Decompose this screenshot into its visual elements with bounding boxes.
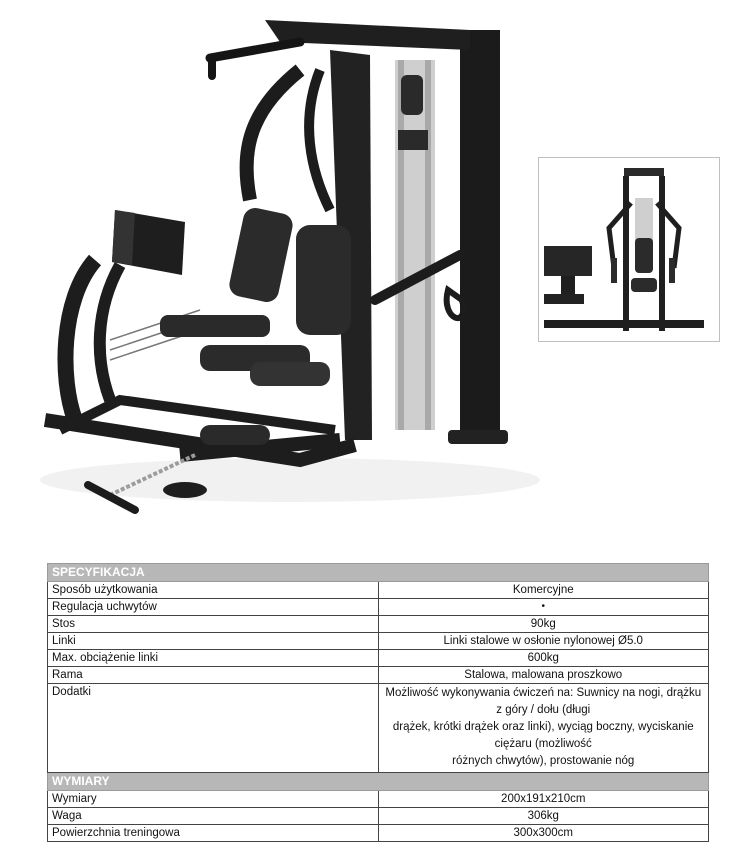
row-label: Wymiary (48, 791, 379, 808)
spec-table (47, 563, 709, 842)
row-value: 200x191x210cm (378, 791, 709, 808)
table-row (48, 667, 709, 684)
row-label: Dodatki (48, 684, 379, 773)
section-header-specification (48, 564, 709, 582)
row-value: Komercyjne (378, 582, 709, 599)
section-title: WYMIARY (48, 773, 709, 791)
bullet-icon: • (378, 599, 709, 616)
table-row (48, 684, 709, 773)
section-header-dimensions (48, 773, 709, 791)
extras-line: Możliwość wykonywania ćwiczeń na: Suwnicy na nogi, drążku z góry / dołu (długi (385, 687, 702, 716)
row-value: Stalowa, malowana proszkowo (378, 667, 709, 684)
row-label: Stos (48, 616, 379, 633)
row-value: Linki stalowe w osłonie nylonowej Ø5.0 (378, 633, 709, 650)
extras-line: drążek, krótki drążek oraz linki), wyciąg boczny, wyciskanie ciężaru (możliwość (392, 721, 694, 750)
table-row (48, 650, 709, 667)
row-value: 300x300cm (378, 825, 709, 842)
row-label: Rama (48, 667, 379, 684)
row-value: 600kg (378, 650, 709, 667)
extras-line: różnych chwytów), prostowanie nóg (452, 755, 635, 767)
row-value-extras (378, 684, 709, 773)
row-label: Regulacja uchwytów (48, 599, 379, 616)
row-label: Waga (48, 808, 379, 825)
table-row (48, 633, 709, 650)
front-view-drawing (539, 158, 719, 341)
row-label: Linki (48, 633, 379, 650)
row-label: Powierzchnia treningowa (48, 825, 379, 842)
table-row (48, 825, 709, 842)
row-label: Max. obciążenie linki (48, 650, 379, 667)
table-row (48, 616, 709, 633)
row-value: 306kg (378, 808, 709, 825)
table-row (48, 808, 709, 825)
section-title: SPECYFIKACJA (48, 564, 709, 582)
table-row (48, 791, 709, 808)
table-row (48, 599, 709, 616)
front-view-thumbnail (538, 157, 720, 342)
table-row (48, 582, 709, 599)
row-value: 90kg (378, 616, 709, 633)
row-label: Sposób użytkowania (48, 582, 379, 599)
